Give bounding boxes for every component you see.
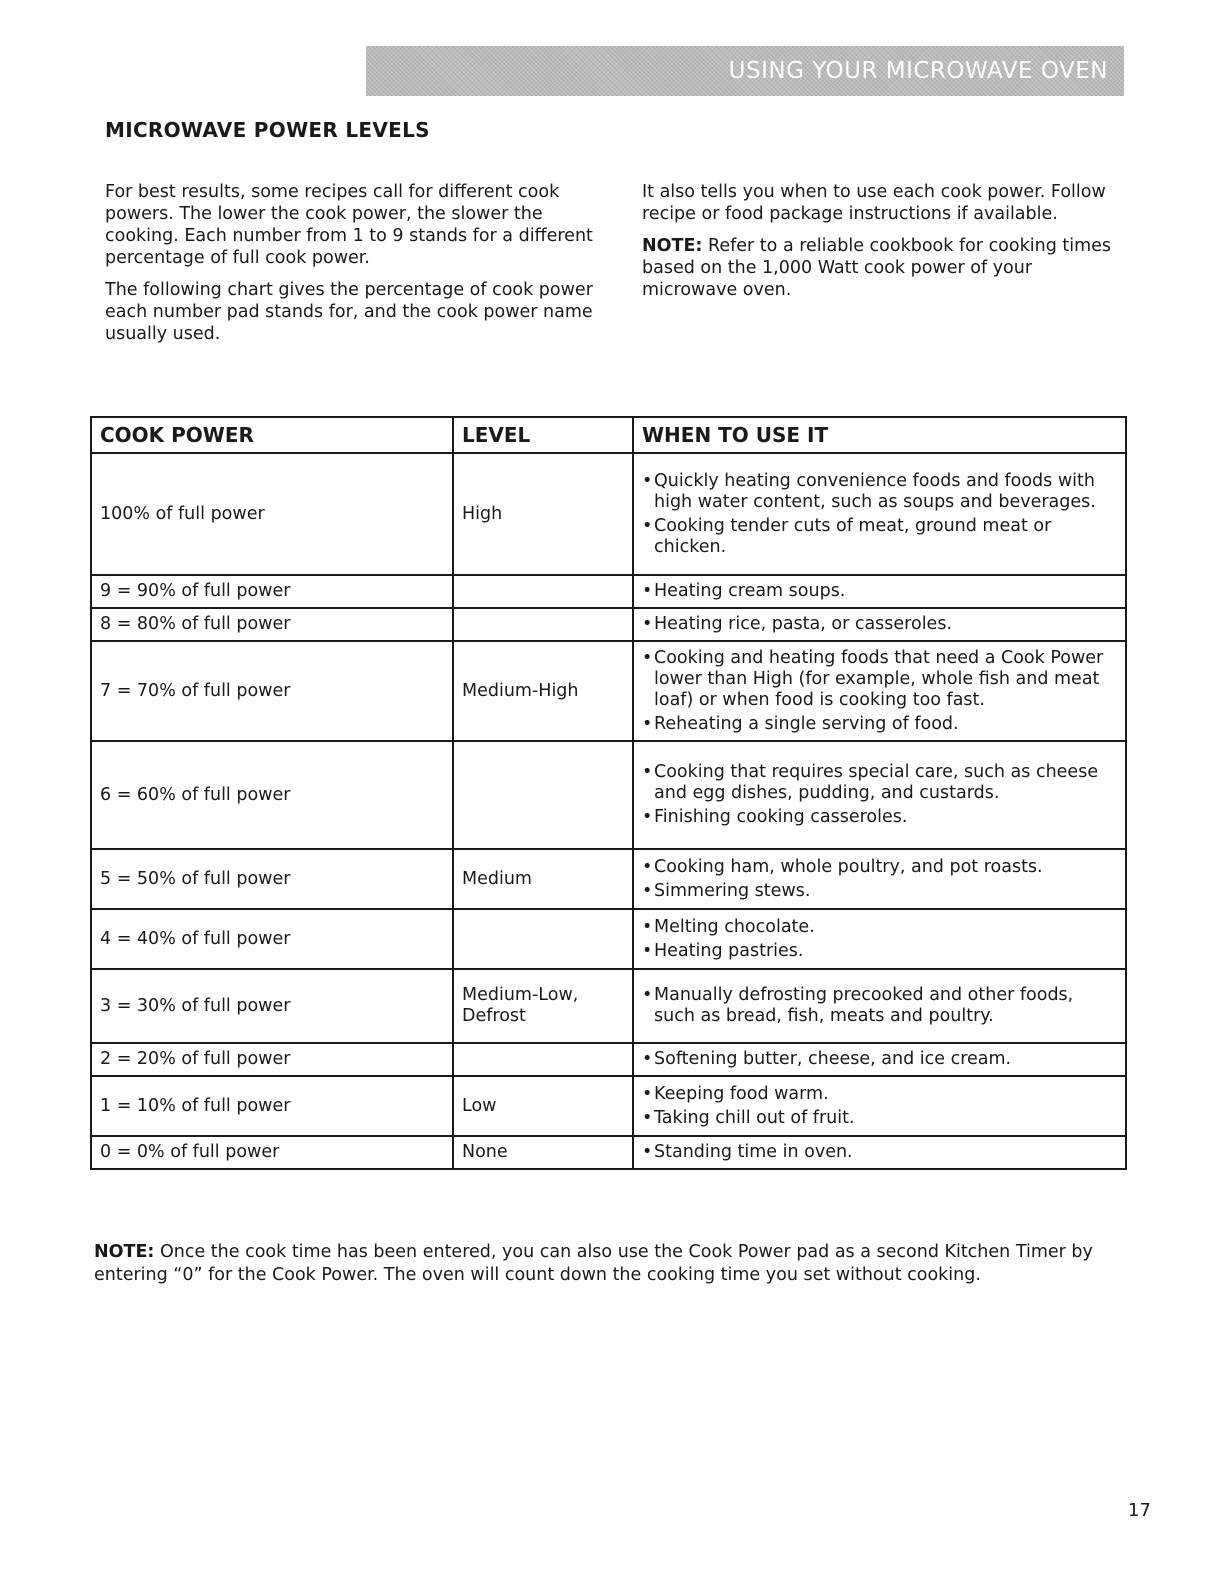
table-row [91,641,1126,741]
level-cell: Low [453,1076,633,1136]
page-number: 17 [1128,1500,1151,1521]
level-cell: Medium-Low, Defrost [453,969,633,1043]
use-item: • Heating rice, pasta, or casseroles. [642,614,1117,635]
intro-left-column [105,181,600,355]
when-to-use-cell [633,453,1126,575]
level-cell: None [453,1136,633,1169]
bottom-note-label: NOTE: [94,1242,155,1262]
table-row [91,909,1126,969]
note-text: Refer to a reliable cookbook for cooking times based on the 1,000 Watt cook power of your microwave oven. [642,236,1112,300]
level-cell [453,909,633,969]
use-item: • Softening butter, cheese, and ice cream. [642,1049,1117,1070]
table-row [91,453,1126,575]
use-item: • Simmering stews. [642,881,1117,902]
table-row [91,575,1126,608]
use-item: • Heating cream soups. [642,581,1117,602]
use-item: • Cooking tender cuts of meat, ground meat or chicken. [642,516,1117,558]
when-to-use-cell [633,969,1126,1043]
when-to-use-cell [633,1136,1126,1169]
table-row [91,1136,1126,1169]
cook-power-cell: 100% of full power [91,453,453,575]
use-item: • Finishing cooking casseroles. [642,807,1117,828]
use-item: • Cooking that requires special care, such as cheese and egg dishes, pudding, and custards. [642,762,1117,804]
cook-power-cell: 9 = 90% of full power [91,575,453,608]
table-row [91,969,1126,1043]
table-header-row [91,417,1126,453]
level-cell [453,1043,633,1076]
header-band [366,46,1124,96]
table-row [91,608,1126,641]
section-title: MICROWAVE POWER LEVELS [105,118,430,142]
use-item: • Standing time in oven. [642,1142,1117,1163]
header-when-to-use: WHEN TO USE IT [633,417,1126,453]
intro-right-column [642,181,1112,311]
use-item: • Heating pastries. [642,941,1117,962]
when-to-use-cell [633,608,1126,641]
intro-paragraph-2: The following chart gives the percentage of cook power each number pad stands for, and the cook power name usually used. [105,280,593,344]
header-level: LEVEL [453,417,633,453]
when-to-use-cell [633,1076,1126,1136]
level-cell: High [453,453,633,575]
cook-power-table [90,416,1127,1170]
cook-power-cell: 8 = 80% of full power [91,608,453,641]
level-cell: Medium-High [453,641,633,741]
intro-paragraph-3: It also tells you when to use each cook power. Follow recipe or food package instructions if available. [642,182,1106,224]
use-item: • Reheating a single serving of food. [642,714,1117,735]
cook-power-cell: 7 = 70% of full power [91,641,453,741]
use-item: • Manually defrosting precooked and other foods, such as bread, fish, meats and poultry. [642,985,1117,1027]
cook-power-cell: 2 = 20% of full power [91,1043,453,1076]
use-item: • Keeping food warm. [642,1084,1117,1105]
when-to-use-cell [633,575,1126,608]
when-to-use-cell [633,741,1126,849]
table-row [91,849,1126,909]
table-row [91,741,1126,849]
cook-power-cell: 3 = 30% of full power [91,969,453,1043]
cook-power-cell: 1 = 10% of full power [91,1076,453,1136]
level-cell: Medium [453,849,633,909]
cook-power-cell: 5 = 50% of full power [91,849,453,909]
bottom-note-text: Once the cook time has been entered, you can also use the Cook Power pad as a second Kitchen Timer by entering “0” for the Cook Power. The oven will count down the cooking time you set without cooking. [94,1242,1093,1285]
level-cell [453,608,633,641]
when-to-use-cell [633,1043,1126,1076]
header-cook-power: COOK POWER [91,417,453,453]
when-to-use-cell [633,849,1126,909]
cook-power-cell: 4 = 40% of full power [91,909,453,969]
when-to-use-cell [633,909,1126,969]
use-item: • Melting chocolate. [642,917,1117,938]
use-item: • Quickly heating convenience foods and foods with high water content, such as soups and beverages. [642,471,1117,513]
table-row [91,1076,1126,1136]
table-row [91,1043,1126,1076]
use-item: • Cooking and heating foods that need a Cook Power lower than High (for example, whole fish and meat loaf) or when food is cooking too fast. [642,648,1117,711]
use-item: • Taking chill out of fruit. [642,1108,1117,1129]
cook-power-cell: 6 = 60% of full power [91,741,453,849]
level-cell [453,575,633,608]
note-label: NOTE: [642,236,703,256]
when-to-use-cell [633,641,1126,741]
intro-note [642,235,1112,301]
cook-power-cell: 0 = 0% of full power [91,1136,453,1169]
intro-paragraph-1: For best results, some recipes call for different cook powers. The lower the cook power, the slower the cooking. Each number from 1 to 9 stands for a different percentage of full cook power. [105,182,593,268]
header-title: USING YOUR MICROWAVE OVEN [728,58,1108,84]
bottom-note [94,1241,1134,1287]
use-item: • Cooking ham, whole poultry, and pot roasts. [642,857,1117,878]
level-cell [453,741,633,849]
